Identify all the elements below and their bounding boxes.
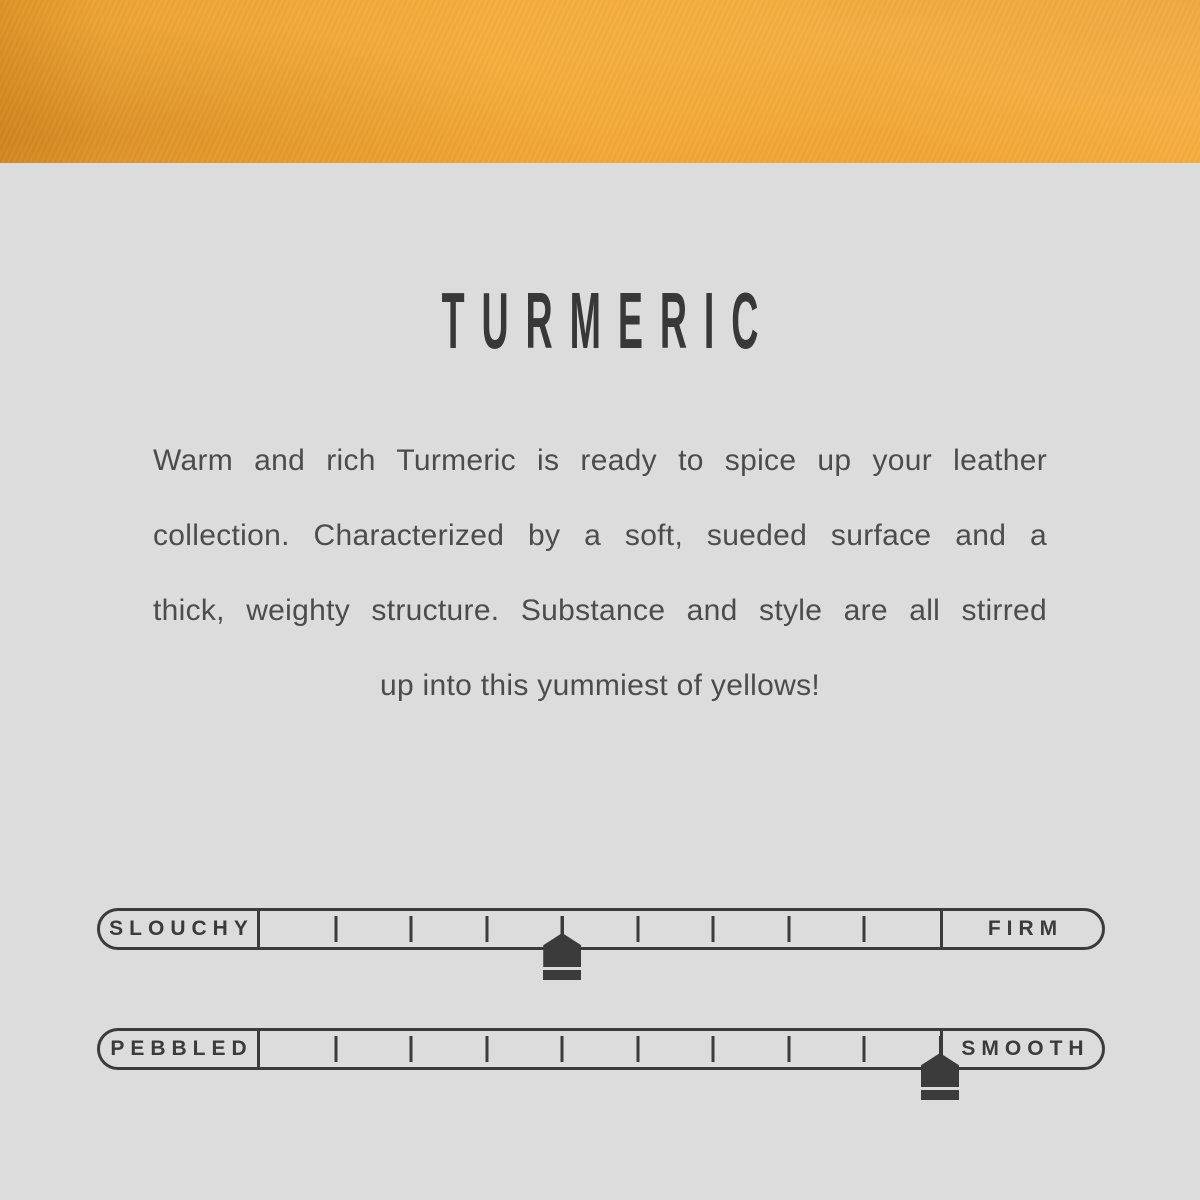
description-line: up into this yummiest of yellows!: [379, 669, 821, 702]
texture-scale: [97, 1028, 1105, 1070]
tick-mark: [334, 1036, 337, 1062]
tick-mark: [334, 916, 337, 942]
tick-mark: [712, 1036, 715, 1062]
scale-left-label: [100, 911, 260, 947]
scale-left-label-text: PEBBLED: [110, 1037, 253, 1060]
page-title: TURMERIC: [441, 276, 776, 365]
tick-mark: [410, 916, 413, 942]
product-description: [153, 423, 1047, 723]
scale-left-label: [100, 1031, 260, 1067]
scale-right-label: [940, 911, 1102, 947]
marker-stem: [939, 1036, 942, 1054]
tick-mark: [485, 1036, 488, 1062]
tick-mark: [561, 1036, 564, 1062]
scale-right-label: [940, 1031, 1102, 1067]
tick-mark: [410, 1036, 413, 1062]
marker-stem: [561, 916, 564, 934]
scale-right-label-text: SMOOTH: [961, 1037, 1090, 1060]
scale-track: [260, 911, 940, 947]
marker-nib: [543, 933, 581, 967]
scale-track: [260, 1031, 940, 1067]
tick-mark: [636, 1036, 639, 1062]
marker-bar: [921, 1090, 959, 1100]
scale-left-label-text: SLOUCHY: [109, 917, 254, 940]
tick-mark: [863, 916, 866, 942]
tick-mark: [787, 1036, 790, 1062]
tick-mark: [712, 916, 715, 942]
structure-scale: [97, 908, 1105, 950]
tick-mark: [863, 1036, 866, 1062]
marker-bar: [543, 970, 581, 980]
tick-mark: [636, 916, 639, 942]
leather-texture-banner: [0, 0, 1200, 163]
scale-right-label-text: FIRM: [987, 917, 1064, 940]
tick-mark: [485, 916, 488, 942]
description-line: collection. Characterized by a soft, sueded surface and a: [153, 519, 1047, 552]
description-line: thick, weighty structure. Substance and style are all stirred: [153, 594, 1047, 627]
description-line: Warm and rich Turmeric is ready to spice up your leather: [153, 444, 1047, 477]
tick-mark: [787, 916, 790, 942]
